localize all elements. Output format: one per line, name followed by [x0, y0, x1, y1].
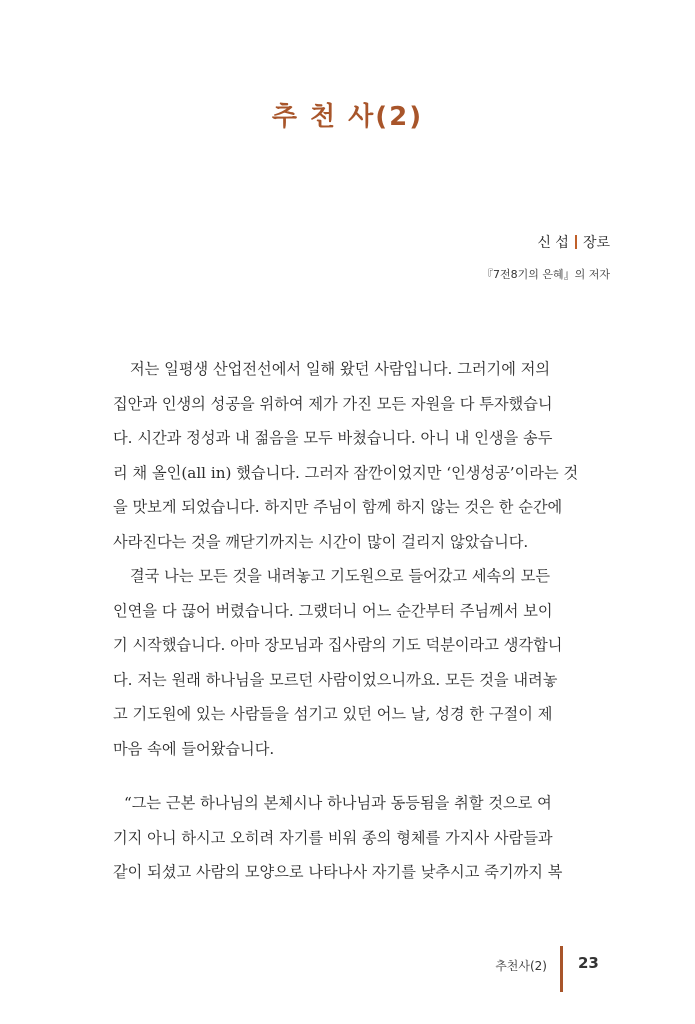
author-byline [537, 232, 610, 252]
text-line: 다. 시간과 정성과 내 젊음을 모두 바쳤습니다. 아니 내 인생을 송두 [113, 429, 553, 447]
text-line: 을 맛보게 되었습니다. 하지만 주님이 함께 하지 않는 것은 한 순간에 [113, 498, 563, 516]
text-line: 같이 되셨고 사람의 모양으로 나타나사 자기를 낮추시고 죽기까지 복 [113, 863, 563, 881]
text-line: 기지 아니 하시고 오히려 자기를 비워 종의 형체를 가지사 사람들과 [113, 828, 553, 847]
text-line: 마음 속에 들어왔습니다. [113, 739, 275, 758]
text-line: 저는 일평생 산업전선에서 일해 왔던 사람입니다. 그러기에 저의 [130, 360, 551, 378]
author-role: 장로 [582, 235, 610, 251]
page-title: 추 천 사(2) [271, 102, 424, 132]
text-line: 리 채 올인(all in) 했습니다. 그러자 잠깐이었지만 ‘인생성공’이라는 것 [113, 463, 579, 482]
author-name: 신 섭 [537, 235, 569, 251]
footer-section-label: 추천사(2) [495, 959, 547, 973]
paragraph-3-quote [113, 786, 603, 890]
text-line: 다. 저는 원래 하나님을 모르던 사람이었으니까요. 모든 것을 내려놓 [113, 670, 558, 689]
text-line: 기 시작했습니다. 아마 장모님과 집사람의 기도 덕분이라고 생각합니 [113, 636, 563, 654]
paragraph-1 [113, 352, 603, 559]
text-line: 고 기도원에 있는 사람들을 섬기고 있던 어느 날, 성경 한 구절이 제 [113, 705, 553, 723]
author-separator [575, 235, 577, 249]
footer-divider [560, 946, 563, 992]
text-line: 집안과 인생의 성공을 위하여 제가 가진 모든 자원을 다 투자했습니 [113, 394, 553, 413]
text-line: 인연을 다 끊어 버렸습니다. 그랬더니 어느 순간부터 주님께서 보이 [113, 601, 553, 620]
paragraph-2 [113, 559, 603, 766]
text-line: 결국 나는 모든 것을 내려놓고 기도원으로 들어갔고 세속의 모든 [130, 567, 551, 585]
page-number: 23 [578, 954, 599, 972]
text-line: 사라진다는 것을 깨닫기까지는 시간이 많이 걸리지 않았습니다. [113, 532, 529, 551]
author-note: 『7전8기의 은혜』의 저자 [482, 268, 610, 281]
text-line: “그는 근본 하나님의 본체시나 하나님과 동등됨을 취할 것으로 여 [124, 794, 552, 812]
